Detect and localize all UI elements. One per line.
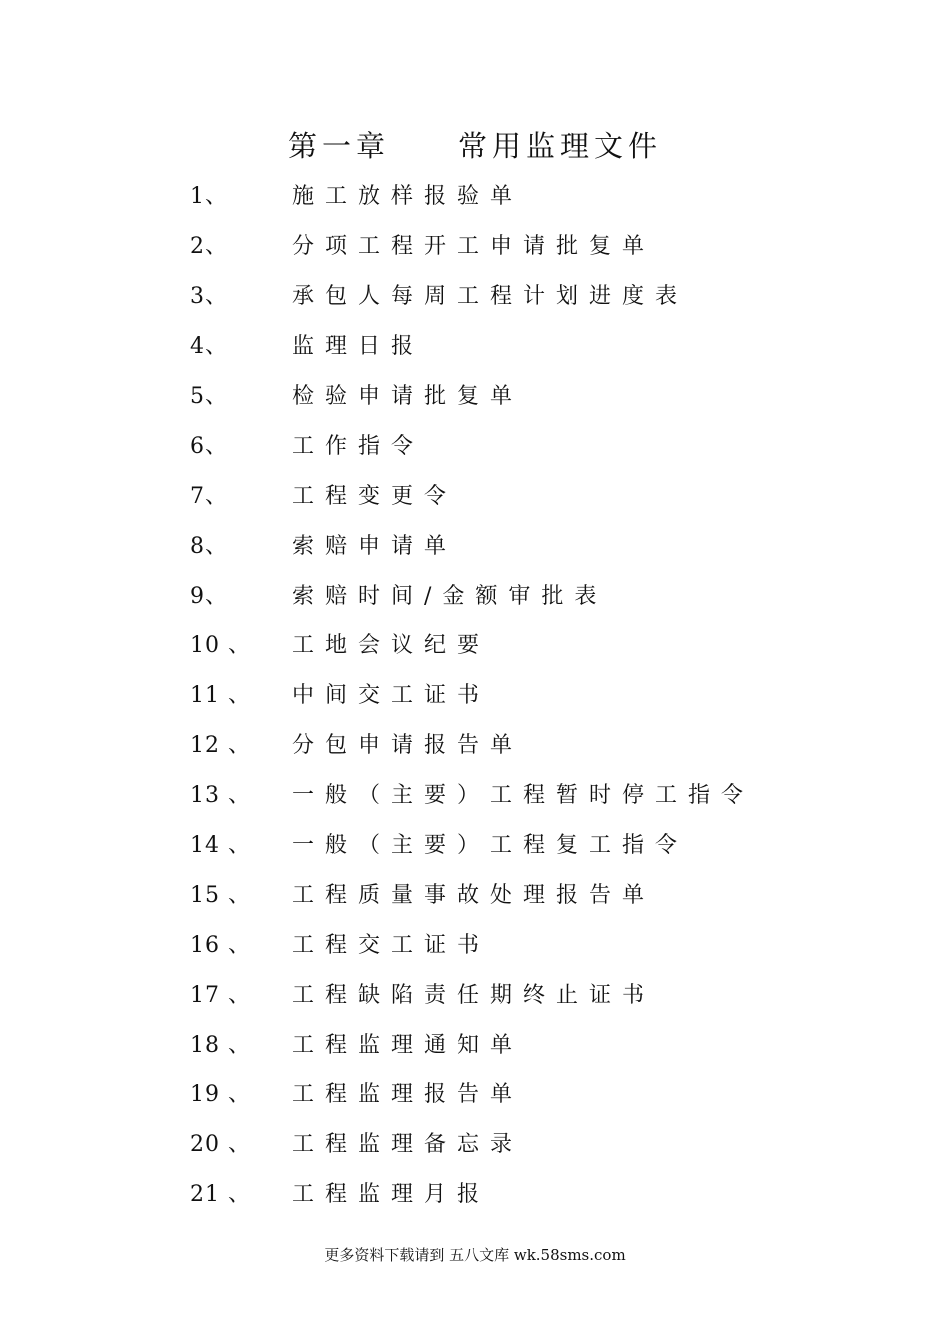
list-item xyxy=(190,519,890,569)
item-number: 14 、 xyxy=(190,833,251,859)
item-number: 3、 xyxy=(190,284,228,310)
list-item xyxy=(190,1018,890,1068)
item-number: 6、 xyxy=(190,433,228,459)
item-number: 17 、 xyxy=(190,982,251,1008)
item-number: 19 、 xyxy=(190,1082,251,1108)
list-item xyxy=(190,619,890,669)
chapter-title: 第一章 常用监理文件 xyxy=(287,129,662,163)
item-title: 工程变更令 xyxy=(292,483,458,509)
item-title: 索赔时间/金额审批表 xyxy=(292,583,608,609)
item-title: 承包人每周工程计划进度表 xyxy=(292,284,689,310)
item-title: 中间交工证书 xyxy=(292,683,491,709)
item-title: 检验申请批复单 xyxy=(292,384,524,409)
list-item xyxy=(190,569,890,619)
item-number: 4、 xyxy=(190,334,228,360)
list-item xyxy=(190,819,890,869)
list-item xyxy=(190,270,890,320)
item-number: 5、 xyxy=(190,384,228,409)
item-title: 施工放样报验单 xyxy=(292,184,524,210)
item-title: 工作指令 xyxy=(292,433,425,459)
list-item xyxy=(190,170,890,220)
list-item xyxy=(190,968,890,1018)
toc-list xyxy=(190,170,890,1218)
list-item xyxy=(190,1168,890,1218)
list-item xyxy=(190,370,890,420)
item-title: 工程交工证书 xyxy=(292,932,491,958)
list-item xyxy=(190,1068,890,1118)
item-title: 索赔申请单 xyxy=(292,533,458,559)
item-number: 18 、 xyxy=(190,1032,251,1058)
item-title: 工程监理月报 xyxy=(292,1182,491,1208)
list-item xyxy=(190,220,890,270)
item-number: 2、 xyxy=(190,234,228,260)
list-item xyxy=(190,669,890,719)
list-item xyxy=(190,769,890,819)
item-number: 7、 xyxy=(190,483,228,509)
item-title: 监理日报 xyxy=(292,334,425,360)
item-title: 工程质量事故处理报告单 xyxy=(292,882,656,908)
list-item xyxy=(190,868,890,918)
item-number: 8、 xyxy=(190,533,228,559)
page-footer: 更多资料下载请到 五八文库 wk.58sms.com xyxy=(324,1246,626,1264)
item-title: 分项工程开工申请批复单 xyxy=(292,234,656,260)
item-number: 21 、 xyxy=(190,1182,251,1208)
item-number: 10 、 xyxy=(190,633,251,659)
item-title: 工程缺陷责任期终止证书 xyxy=(292,982,656,1008)
item-number: 16 、 xyxy=(190,932,251,958)
item-number: 11 、 xyxy=(190,683,251,709)
item-title: 工程监理备忘录 xyxy=(292,1132,524,1158)
list-item xyxy=(190,1118,890,1168)
item-title: 工地会议纪要 xyxy=(292,633,491,659)
item-title: 工程监理通知单 xyxy=(292,1032,524,1058)
item-title: 一般（主要）工程复工指令 xyxy=(292,833,689,859)
item-number: 12 、 xyxy=(190,733,251,759)
list-item xyxy=(190,419,890,469)
item-title: 工程监理报告单 xyxy=(292,1082,524,1108)
list-item xyxy=(190,469,890,519)
item-number: 20 、 xyxy=(190,1132,251,1158)
item-number: 13 、 xyxy=(190,783,251,809)
list-item xyxy=(190,918,890,968)
item-number: 1、 xyxy=(190,184,228,210)
list-item xyxy=(190,719,890,769)
item-number: 9、 xyxy=(190,583,228,609)
list-item xyxy=(190,320,890,370)
item-title: 一般（主要）工程暂时停工指令 xyxy=(292,783,755,809)
item-title: 分包申请报告单 xyxy=(292,733,524,759)
item-number: 15 、 xyxy=(190,882,251,908)
